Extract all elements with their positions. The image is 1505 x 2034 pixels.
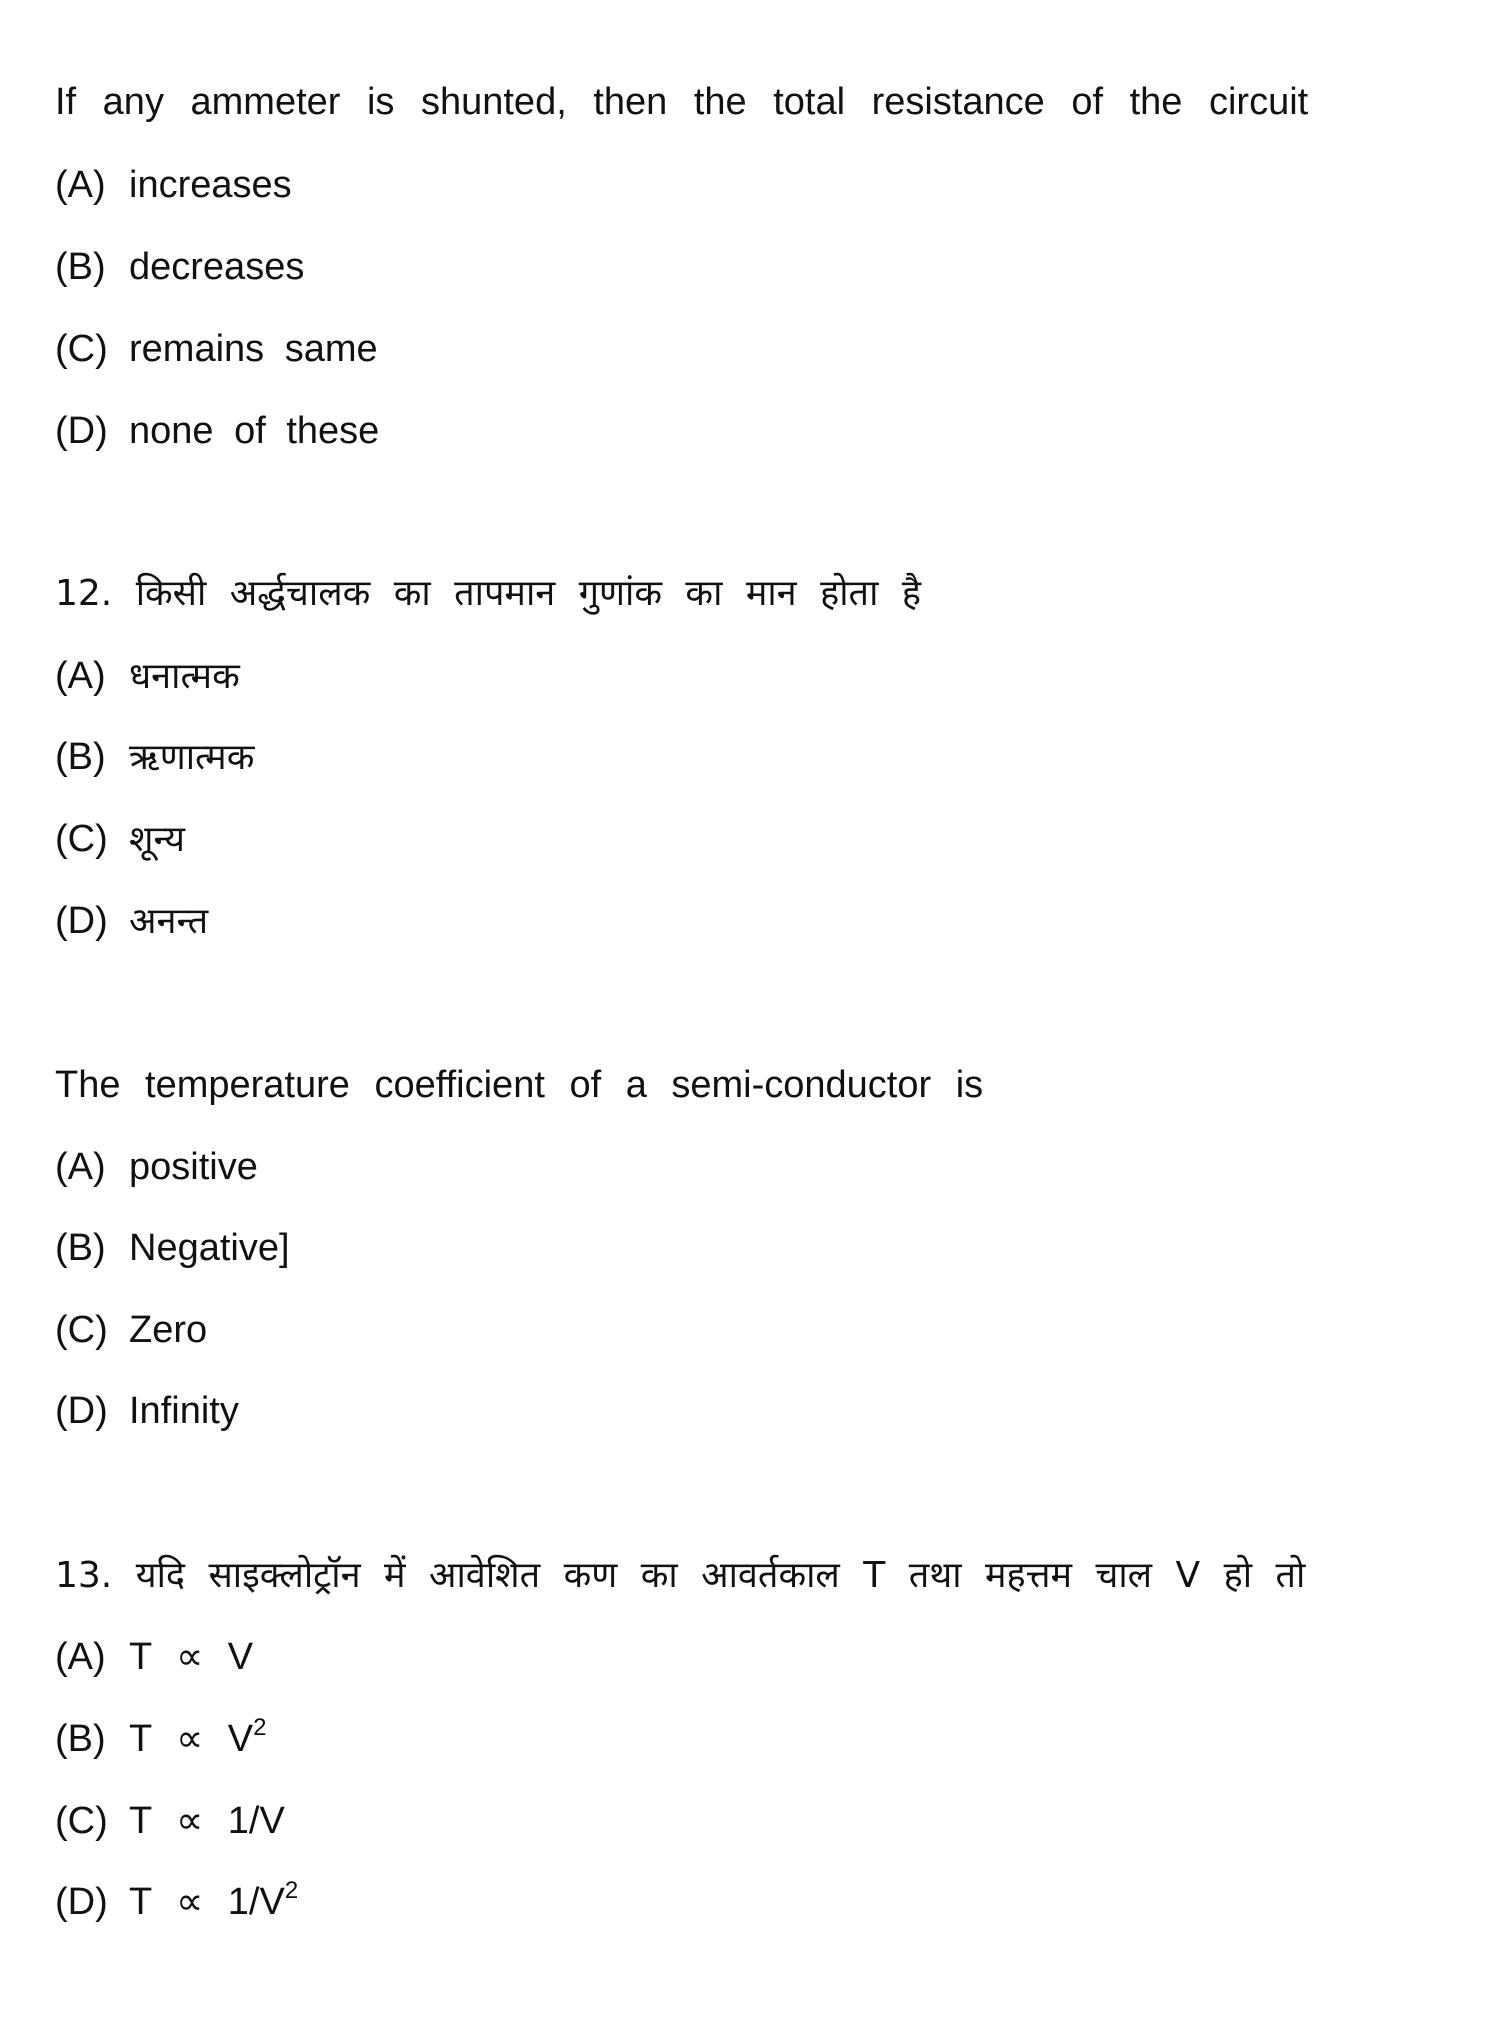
option-c — [55, 1308, 207, 1352]
option-text: remains same — [129, 328, 378, 370]
option-c — [55, 817, 185, 862]
option-label: (C) — [55, 1309, 108, 1351]
option-superscript: 2 — [253, 1714, 267, 1741]
option-label: (A) — [55, 655, 106, 697]
option-b — [55, 1226, 290, 1270]
option-b — [55, 735, 254, 780]
option-a — [55, 163, 292, 207]
option-label: (B) — [55, 1227, 106, 1269]
option-text: Zero — [129, 1309, 208, 1351]
option-a — [55, 1635, 253, 1679]
option-a — [55, 1145, 258, 1189]
option-text: T ∝ V — [129, 1718, 254, 1760]
option-b — [55, 1714, 267, 1761]
option-text: T ∝ 1/V — [129, 1881, 285, 1923]
option-label: (A) — [55, 1146, 106, 1188]
option-text: अनन्त — [129, 901, 209, 942]
option-d — [55, 409, 379, 453]
option-text: ऋणात्मक — [129, 737, 255, 778]
question-text: 13. यदि साइक्लोट्रॉन में आवेशित कण का आवर्तकाल T तथा महत्तम चाल V हो तो — [55, 1555, 1306, 1596]
option-text: शून्य — [129, 819, 185, 860]
option-a — [55, 654, 240, 699]
option-label: (D) — [55, 900, 108, 942]
option-label: (C) — [55, 328, 108, 370]
option-label: (B) — [55, 1718, 106, 1760]
option-text: धनात्मक — [129, 656, 240, 697]
option-c — [55, 327, 378, 371]
option-text: increases — [129, 164, 292, 206]
option-text: T ∝ 1/V — [129, 1800, 285, 1842]
option-label: (B) — [55, 246, 106, 288]
option-label: (D) — [55, 410, 108, 452]
option-label: (A) — [55, 164, 106, 206]
option-label: (C) — [55, 1800, 108, 1842]
question-text: 12. किसी अर्द्धचालक का तापमान गुणांक का मान होता है — [55, 573, 921, 614]
option-text: decreases — [129, 246, 305, 288]
option-label: (A) — [55, 1636, 106, 1678]
option-d — [55, 1389, 239, 1433]
option-b — [55, 245, 304, 289]
option-d — [55, 1877, 299, 1924]
option-d — [55, 899, 208, 944]
option-label: (D) — [55, 1881, 108, 1923]
question-text: If any ammeter is shunted, then the total resistance of the circuit — [55, 81, 1309, 123]
question-text: The temperature coefficient of a semi-conductor is — [55, 1064, 984, 1106]
option-superscript: 2 — [284, 1877, 299, 1904]
option-text: none of these — [129, 410, 380, 452]
option-text: Negative] — [129, 1227, 290, 1269]
option-c — [55, 1799, 285, 1843]
option-label: (B) — [55, 736, 106, 778]
option-text: T ∝ V — [129, 1636, 254, 1678]
option-label: (D) — [55, 1390, 108, 1432]
option-label: (C) — [55, 818, 108, 860]
option-text: positive — [129, 1146, 258, 1188]
option-text: Infinity — [129, 1390, 239, 1432]
